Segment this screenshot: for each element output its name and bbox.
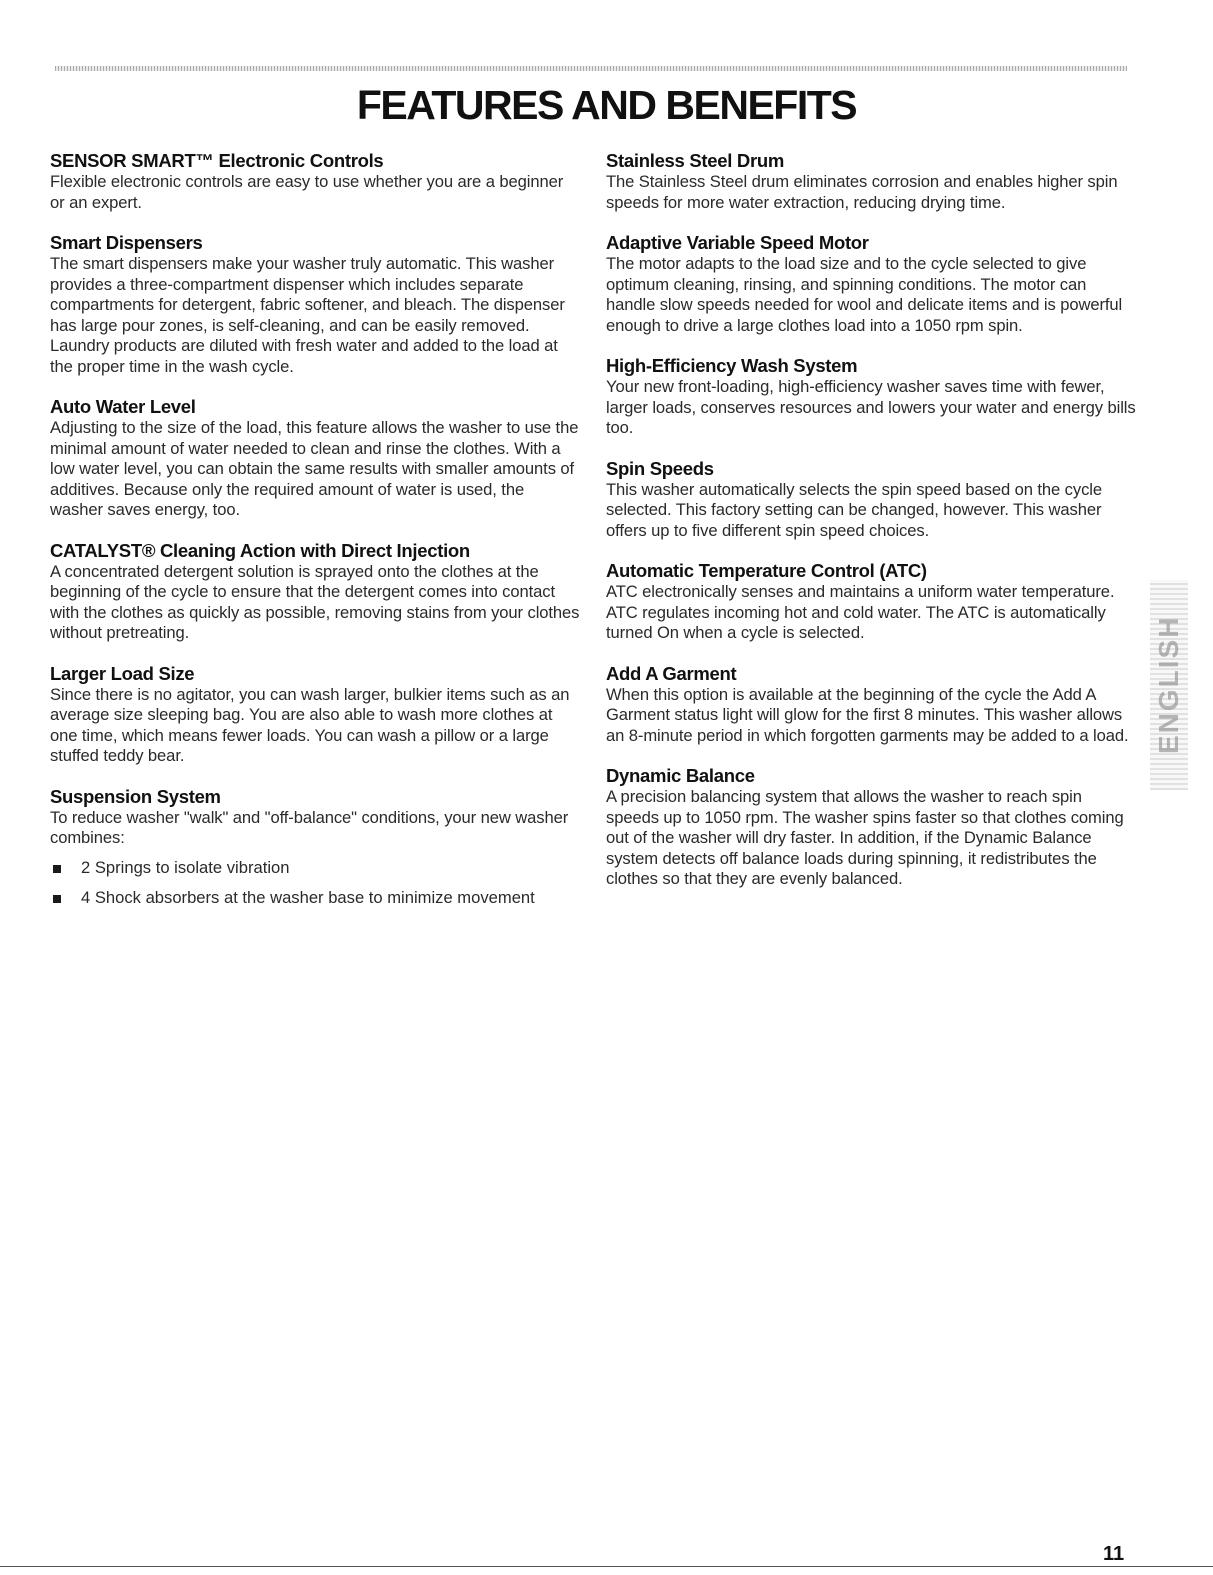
section-stainless-steel-drum <box>606 150 1136 213</box>
page-number: 11 <box>1103 1543 1125 1565</box>
right-column <box>606 150 1136 909</box>
section-add-a-garment <box>606 663 1136 747</box>
section-heading: Smart Dispensers <box>50 232 203 253</box>
section-heading: Auto Water Level <box>50 396 196 417</box>
bullet-list <box>50 858 580 909</box>
top-divider <box>55 66 1127 71</box>
section-heading: Spin Speeds <box>606 457 714 479</box>
section-larger-load-size <box>50 663 580 767</box>
section-heading: CATALYST® Cleaning Action with Direct Injection <box>50 539 470 561</box>
section-body: A concentrated detergent solution is sprayed onto the clothes at the beginning of the cycle to ensure that the detergent comes into contact with the clothes as quickly as possible, removing stains from your clothes without pretreating. <box>50 561 580 642</box>
section-atc <box>606 560 1136 644</box>
section-heading: Suspension System <box>50 785 221 807</box>
section-catalyst <box>50 540 580 644</box>
section-body: The smart dispensers make your washer truly automatic. This washer provides a three-compartment dispenser which includes separate compartments for detergent, fabric softener, and bleach. The dispenser has large pour zones, is self-cleaning, and can be easily removed. Laundry products are diluted with fresh water and added to the load at the proper time in the wash cycle. <box>50 254 565 376</box>
section-heading: Automatic Temperature Control (ATC) <box>606 560 927 581</box>
section-heading: SENSOR SMART™ Electronic Controls <box>50 150 384 171</box>
section-dynamic-balance <box>606 765 1136 890</box>
square-bullet-icon <box>53 865 61 873</box>
section-heading: Dynamic Balance <box>606 765 755 786</box>
section-smart-dispensers <box>50 232 580 377</box>
language-side-tab-label: ENGLISH <box>1153 615 1184 755</box>
bottom-divider <box>0 1566 1213 1567</box>
section-auto-water-level <box>50 396 580 521</box>
section-body: When this option is available at the beginning of the cycle the Add A Garment status light will glow for the first 8 minutes. This washer allows an 8-minute period in which forgotten garments may be added to a load. <box>606 684 1129 745</box>
section-body: Since there is no agitator, you can wash larger, bulkier items such as an average size sleeping bag. You are also able to wash more clothes at one time, which means fewer loads. You can wash a pillow or a large stuffed teddy bear. <box>50 684 570 765</box>
section-body: Flexible electronic controls are easy to use whether you are a beginner or an expert. <box>50 172 564 212</box>
section-adaptive-motor <box>606 232 1136 336</box>
section-heading: Larger Load Size <box>50 662 195 684</box>
section-body: This washer automatically selects the spin speed based on the cycle selected. This factory setting can be changed, however. This washer offers up to five different spin speed choices. <box>606 479 1102 540</box>
section-body: A precision balancing system that allows the washer to reach spin speeds up to 1050 rpm. The washer spins faster so that clothes coming out of the washer will dry faster. In addition, if the Dynamic Balance system detects off balance loads during spinning, it redistributes the clothes so that they are evenly balanced. <box>606 787 1124 888</box>
section-body: ATC electronically senses and maintains a uniform water temperature. ATC regulates incoming hot and cold water. The ATC is automatically turned On when a cycle is selected. <box>606 582 1115 642</box>
list-item-text: 2 Springs to isolate vibration <box>81 857 290 877</box>
section-body: The motor adapts to the load size and to the cycle selected to give optimum cleaning, rinsing, and spinning conditions. The motor can handle slow speeds needed for wool and delicate items and is powerful enough to drive a large clothes load into a 1050 rpm spin. <box>606 254 1123 335</box>
list-item <box>50 858 580 879</box>
list-item <box>50 888 580 909</box>
section-heading: Adaptive Variable Speed Motor <box>606 232 869 253</box>
section-spin-speeds <box>606 458 1136 542</box>
left-column <box>50 150 580 928</box>
square-bullet-icon <box>53 895 61 903</box>
section-sensor-smart <box>50 150 580 213</box>
page-title: FEATURES AND BENEFITS <box>356 82 857 128</box>
section-heading: High-Efficiency Wash System <box>606 355 858 376</box>
section-body: Adjusting to the size of the load, this feature allows the washer to use the minimal amount of water needed to clean and rinse the clothes. With a low water level, you can obtain the same results with smaller amounts of additives. Because only the required amount of water is used, the washer saves energy, too. <box>50 418 579 519</box>
section-he-wash-system <box>606 355 1136 439</box>
section-heading: Add A Garment <box>606 662 737 684</box>
list-item-text: 4 Shock absorbers at the washer base to minimize movement <box>81 888 535 907</box>
section-body: Your new front-loading, high-efficiency washer saves time with fewer, larger loads, conserves resources and lowers your water and energy bills too. <box>606 377 1136 437</box>
section-body: The Stainless Steel drum eliminates corrosion and enables higher spin speeds for more water extraction, reducing drying time. <box>606 172 1118 212</box>
section-body: To reduce washer "walk" and "off-balance" conditions, your new washer combines: <box>50 807 569 847</box>
section-suspension-system <box>50 786 580 909</box>
section-heading: Stainless Steel Drum <box>606 150 785 171</box>
